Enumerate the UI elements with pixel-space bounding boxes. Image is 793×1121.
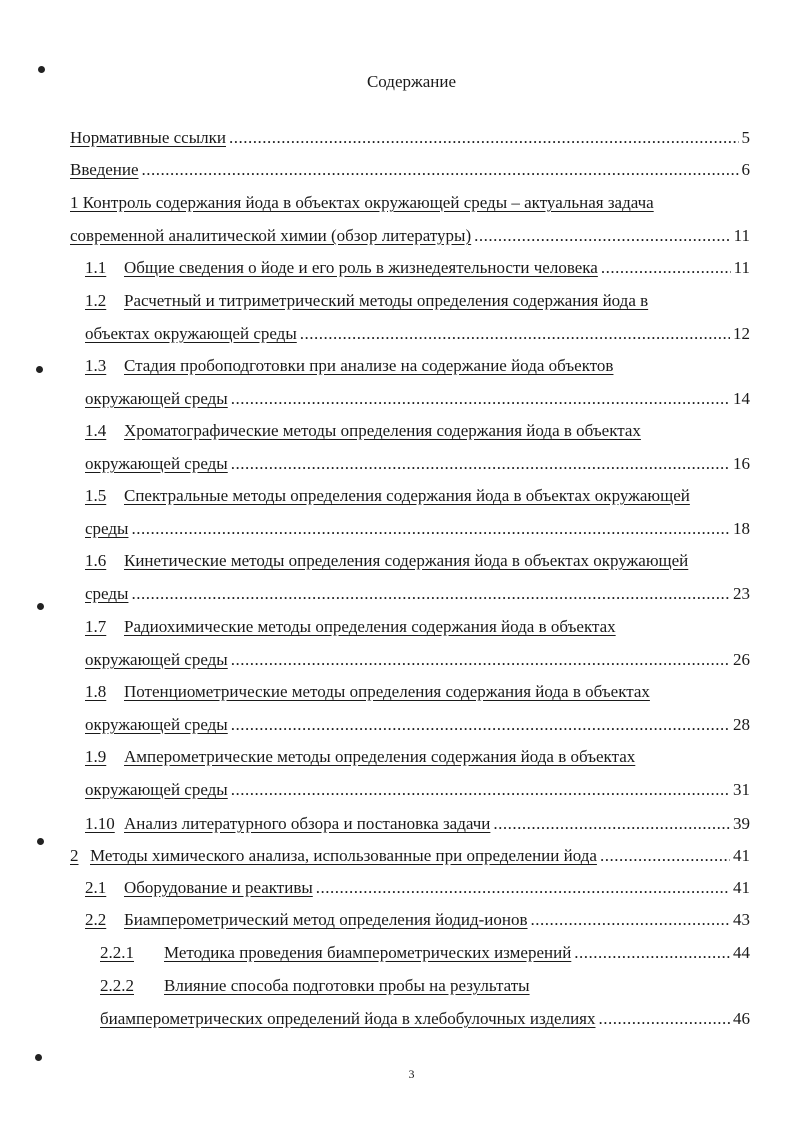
toc-page-number: 11: [733, 226, 750, 245]
toc-page-number: 41: [733, 846, 750, 865]
toc-page-number: 11: [733, 258, 750, 277]
toc-entry-1-1[interactable]: [85, 258, 750, 278]
toc-entry-text-continued[interactable]: среды: [85, 584, 129, 603]
toc-entry-1-8[interactable]: [85, 682, 750, 735]
toc-entry-2-1[interactable]: [85, 878, 750, 898]
toc-page-number: 12: [733, 324, 750, 343]
punch-mark: [37, 603, 44, 610]
toc-entry-1-5[interactable]: [85, 486, 750, 539]
toc-leader-dots: [493, 814, 730, 834]
toc-entry-normative-references[interactable]: [70, 128, 750, 148]
toc-entry-text[interactable]: Расчетный и титриметрический методы определения содержания йода в: [124, 291, 649, 310]
toc-entry-text-continued[interactable]: окружающей среды: [85, 454, 228, 473]
toc-entry-2-2-2[interactable]: [100, 976, 750, 1029]
toc-leader-dots: [131, 519, 730, 539]
toc-entry-text[interactable]: Влияние способа подготовки пробы на результаты: [164, 976, 530, 995]
toc-entry-1-10[interactable]: [85, 814, 750, 834]
toc-leader-dots: [142, 160, 739, 180]
toc-leader-dots: [300, 324, 730, 344]
toc-section-number: 1.9: [85, 747, 107, 766]
toc-leader-dots: [474, 226, 730, 246]
toc-section-number: 1.3: [85, 356, 107, 375]
toc-entry-introduction[interactable]: [70, 160, 750, 180]
toc-page-number: 26: [733, 650, 750, 669]
toc-entry-1-4[interactable]: [85, 421, 750, 474]
toc-leader-dots: [531, 910, 730, 930]
toc-section-number: 1.1: [85, 258, 107, 277]
toc-entry-1-9[interactable]: [85, 747, 750, 800]
toc-page-number: 39: [733, 814, 750, 833]
toc-page-number: 43: [733, 910, 750, 929]
toc-section-number: 2.2.2: [100, 976, 134, 995]
toc-entry-text[interactable]: Методика проведения биамперометрических измерений: [164, 943, 572, 962]
toc-entry-text-continued[interactable]: окружающей среды: [85, 650, 228, 669]
toc-leader-dots: [231, 650, 730, 670]
toc-entry-text[interactable]: Введение: [70, 160, 139, 179]
toc-leader-dots: [600, 846, 730, 866]
punch-mark: [36, 366, 43, 373]
page-number: 3: [408, 1067, 415, 1081]
toc-leader-dots: [231, 389, 730, 409]
toc-entry-text[interactable]: Оборудование и реактивы: [124, 878, 313, 897]
toc-entry-text[interactable]: Общие сведения о йоде и его роль в жизнедеятельности человека: [124, 258, 598, 277]
toc-entry-text-continued[interactable]: среды: [85, 519, 129, 538]
toc-entry-text[interactable]: Хроматографические методы определения содержания йода в объектах: [124, 421, 641, 440]
toc-leader-dots: [599, 1009, 731, 1029]
toc-section-number: 1.8: [85, 682, 107, 701]
toc-page-number: 6: [741, 160, 750, 179]
toc-entry-text-continued[interactable]: окружающей среды: [85, 389, 228, 408]
toc-entry-chapter-1[interactable]: [70, 193, 750, 246]
punch-mark: [35, 1054, 42, 1061]
toc-page-number: 23: [733, 584, 750, 603]
punch-mark: [37, 838, 44, 845]
toc-entry-text[interactable]: 1 Контроль содержания йода в объектах окружающей среды – актуальная задача: [70, 193, 654, 212]
toc-page-number: 16: [733, 454, 750, 473]
toc-entry-1-3[interactable]: [85, 356, 750, 409]
toc-page-number: 18: [733, 519, 750, 538]
toc-leader-dots: [231, 780, 730, 800]
toc-leader-dots: [231, 715, 730, 735]
toc-entry-text[interactable]: Анализ литературного обзора и постановка задачи: [124, 814, 491, 833]
toc-entry-text[interactable]: Методы химического анализа, использованные при определении йода: [90, 846, 597, 865]
toc-entry-text-continued[interactable]: окружающей среды: [85, 715, 228, 734]
toc-entry-text-continued[interactable]: современной аналитической химии (обзор литературы): [70, 226, 472, 245]
toc-entry-1-2[interactable]: [85, 291, 750, 344]
toc-entry-text[interactable]: Амперометрические методы определения содержания йода в объектах: [124, 747, 636, 766]
page-title: Содержание: [366, 72, 457, 91]
toc-entry-2-2[interactable]: [85, 910, 750, 930]
toc-entry-text[interactable]: Биамперометрический метод определения йодид-ионов: [124, 910, 528, 929]
toc-section-number: 1.7: [85, 617, 107, 636]
toc-entry-text-continued[interactable]: биамперометрических определений йода в хлебобулочных изделиях: [100, 1009, 596, 1028]
toc-entry-text-continued[interactable]: объектах окружающей среды: [85, 324, 297, 343]
toc-entry-text[interactable]: Потенциометрические методы определения содержания йода в объектах: [124, 682, 650, 701]
toc-entry-text[interactable]: Нормативные ссылки: [70, 128, 226, 147]
toc-section-number: 2.1: [85, 878, 107, 897]
toc-page-number: 5: [741, 128, 750, 147]
toc-entry-text[interactable]: Стадия пробоподготовки при анализе на содержание йода объектов: [124, 356, 614, 375]
toc-page-number: 44: [733, 943, 750, 962]
punch-mark: [38, 66, 45, 73]
toc-leader-dots: [316, 878, 730, 898]
toc-page-number: 46: [733, 1009, 750, 1028]
toc-section-number: 2.2.1: [100, 943, 134, 962]
toc-entry-text-continued[interactable]: окружающей среды: [85, 780, 228, 799]
toc-section-number: 1.10: [85, 814, 115, 833]
toc-section-number: 1.6: [85, 551, 107, 570]
toc-entry-text[interactable]: Спектральные методы определения содержания йода в объектах окружающей: [124, 486, 690, 505]
toc-leader-dots: [231, 454, 730, 474]
toc-leader-dots: [229, 128, 739, 148]
toc-page-number: 41: [733, 878, 750, 897]
toc-leader-dots: [131, 584, 730, 604]
toc-leader-dots: [601, 258, 731, 278]
toc-section-number: 1.4: [85, 421, 107, 440]
toc-section-number: 2.2: [85, 910, 107, 929]
toc-page-number: 31: [733, 780, 750, 799]
toc-entry-1-7[interactable]: [85, 617, 750, 670]
toc-section-number: 2: [70, 846, 79, 865]
toc-entry-1-6[interactable]: [85, 551, 750, 604]
toc-entry-text[interactable]: Радиохимические методы определения содержания йода в объектах: [124, 617, 616, 636]
toc-page-number: 14: [733, 389, 750, 408]
toc-section-number: 1.5: [85, 486, 107, 505]
toc-entry-chapter-2[interactable]: [70, 846, 750, 866]
toc-entry-2-2-1[interactable]: [100, 943, 750, 963]
toc-page-number: 28: [733, 715, 750, 734]
toc-entry-text[interactable]: Кинетические методы определения содержания йода в объектах окружающей: [124, 551, 689, 570]
toc-section-number: 1.2: [85, 291, 107, 310]
toc-leader-dots: [574, 943, 730, 963]
